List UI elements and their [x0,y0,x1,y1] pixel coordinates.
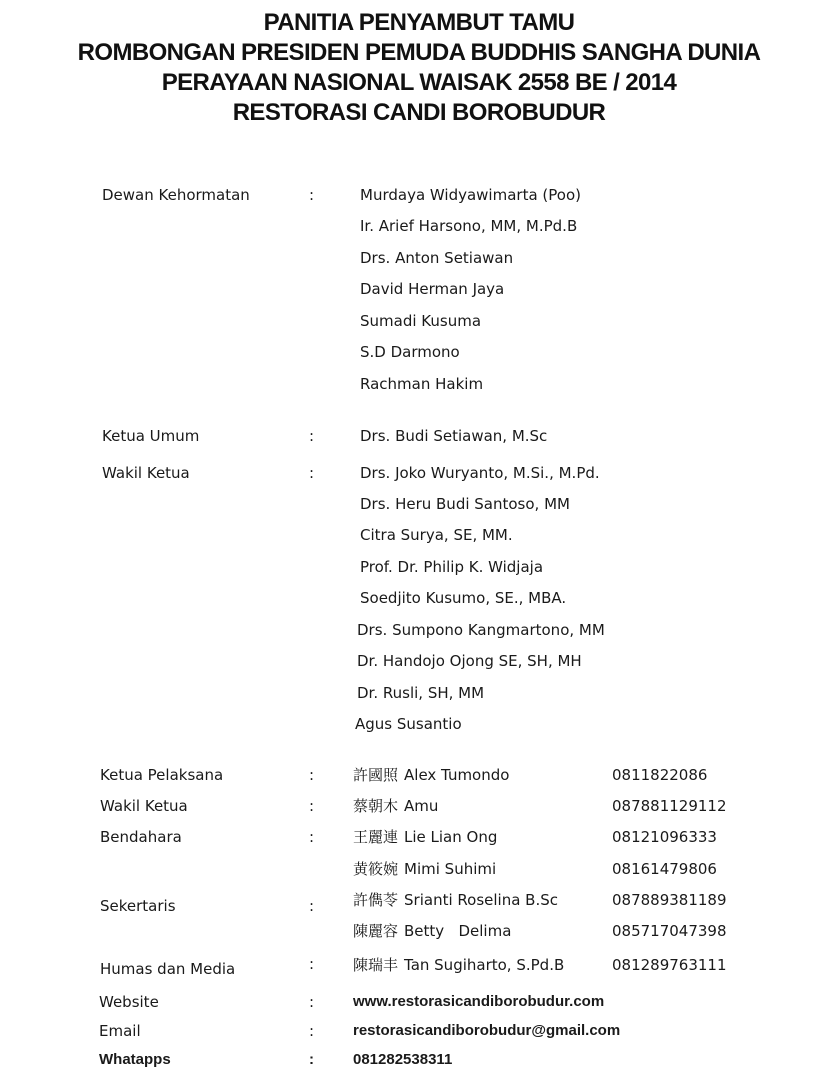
latin-name: Srianti Roselina B.Sc [404,891,558,909]
committee-row [0,340,838,364]
contact-row [0,990,838,1014]
committee-row [0,309,838,333]
chinese-name: 陳麗容 [353,922,399,940]
committee-row [0,586,838,610]
role-label: Ketua Umum [102,427,200,445]
colon-separator: : [309,1022,315,1040]
committee-row [0,794,838,818]
phone-number: 08161479806 [612,860,717,878]
colon-separator: : [309,797,315,815]
member-name: Soedjito Kusumo, SE., MBA. [360,589,567,607]
member-name: Drs. Joko Wuryanto, M.Si., M.Pd. [360,464,600,482]
contact-row [0,1019,838,1043]
whatsapp-number: 081282538311 [353,1051,453,1068]
website-link[interactable]: www.restorasicandiborobudur.com [353,993,605,1010]
member-name: Dr. Rusli, SH, MM [357,684,485,702]
latin-name: Betty Delima [404,922,512,940]
committee-row [0,649,838,673]
member-name: Citra Surya, SE, MM. [360,526,513,544]
member-name: Ir. Arief Harsono, MM, M.Pd.B [360,217,578,235]
committee-row [0,618,838,642]
colon-separator: : [309,897,315,915]
phone-number: 087881129112 [612,797,727,815]
email-label: Email [99,1022,141,1040]
role-label: Sekertaris [100,897,176,915]
committee-row [0,424,838,448]
colon-separator: : [309,1051,314,1068]
member-name: Drs. Budi Setiawan, M.Sc [360,427,548,445]
committee-row [0,183,838,207]
whatsapp-label: Whatapps [99,1051,171,1068]
committee-row [0,712,838,736]
member-name [353,857,496,881]
phone-number: 081289763111 [612,956,727,974]
document-header [0,8,838,128]
contact-row [0,1048,838,1072]
colon-separator: : [309,955,315,973]
member-name [353,825,497,849]
chinese-name: 許國照 [353,766,399,784]
committee-row [0,214,838,238]
header-title-line-3: PERAYAAN NASIONAL WAISAK 2558 BE / 2014 [161,69,677,96]
committee-row [0,461,838,485]
colon-separator: : [309,186,315,204]
role-label: Wakil Ketua [102,464,190,482]
phone-number: 08121096333 [612,828,717,846]
header-title-line-4: RESTORASI CANDI BOROBUDUR [232,99,606,126]
member-name [353,763,509,787]
header-title-line-2: ROMBONGAN PRESIDEN PEMUDA BUDDHIS SANGHA DUNIA [77,39,761,66]
email-link[interactable]: restorasicandiborobudur@gmail.com [353,1022,621,1039]
chinese-name: 陳瑞丰 [353,956,399,974]
member-name: Dr. Handojo Ojong SE, SH, MH [357,652,582,670]
committee-row [0,681,838,705]
colon-separator: : [309,766,315,784]
member-name: Drs. Sumpono Kangmartono, MM [357,621,605,639]
latin-name: Mimi Suhimi [404,860,497,878]
committee-row [0,492,838,516]
colon-separator: : [309,464,315,482]
committee-row [0,857,838,881]
phone-number: 085717047398 [612,922,727,940]
member-name: Drs. Anton Setiawan [360,249,514,267]
latin-name: Alex Tumondo [404,766,510,784]
committee-row-role [0,894,838,918]
website-label: Website [99,993,159,1011]
member-name [353,919,511,943]
committee-row [0,555,838,579]
member-name: Prof. Dr. Philip K. Widjaja [360,558,544,576]
member-name [353,794,438,818]
member-name: Murdaya Widyawimarta (Poo) [360,186,581,204]
phone-number: 0811822086 [612,766,708,784]
chinese-name: 蔡朝木 [353,797,399,815]
committee-row [0,919,838,943]
committee-row [0,825,838,849]
latin-name: Tan Sugiharto, S.Pd.B [404,956,565,974]
member-name: S.D Darmono [360,343,460,361]
chinese-name: 黄筱婉 [353,860,399,878]
latin-name: Amu [404,797,439,815]
role-label: Bendahara [100,828,182,846]
colon-separator: : [309,828,315,846]
header-title-line-1: PANITIA PENYAMBUT TAMU [263,9,575,36]
role-label: Humas dan Media [100,960,236,978]
committee-row-colon [0,952,838,976]
member-name: Agus Susantio [355,715,462,733]
committee-row [0,523,838,547]
role-label: Ketua Pelaksana [100,766,224,784]
role-label: Dewan Kehormatan [102,186,250,204]
committee-row [0,763,838,787]
member-name: Sumadi Kusuma [360,312,482,330]
latin-name: Lie Lian Ong [404,828,498,846]
chinese-name: 許儁苓 [353,891,399,909]
phone-number: 087889381189 [612,891,727,909]
colon-separator: : [309,993,315,1011]
member-name: Drs. Heru Budi Santoso, MM [360,495,570,513]
colon-separator: : [309,427,315,445]
committee-row [0,372,838,396]
chinese-name: 王麗連 [353,828,399,846]
role-label: Wakil Ketua [100,797,188,815]
committee-row [0,277,838,301]
committee-row [0,246,838,270]
member-name: David Herman Jaya [360,280,505,298]
member-name: Rachman Hakim [360,375,484,393]
